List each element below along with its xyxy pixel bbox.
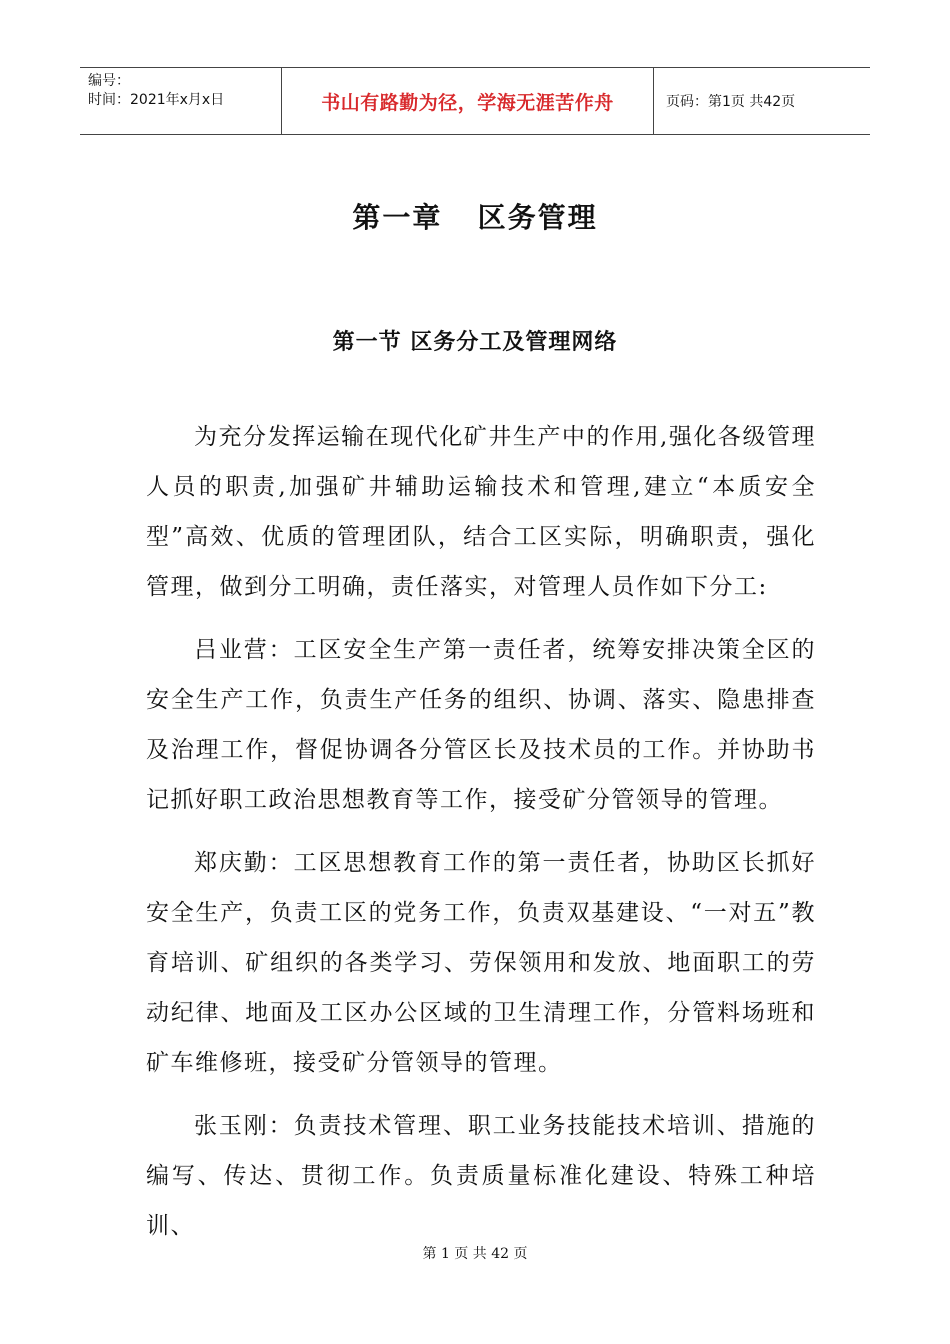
header-meta-cell [80,68,282,134]
page-footer: 第 1 页 共 42 页 [422,1246,528,1262]
document-body [146,412,816,1264]
paragraph-zhang-yugang: 张玉刚：负责技术管理、职工业务技能技术培训、措施的编写、传达、贯彻工作。负责质量标准化建设、特殊工种培训、 [146,1113,816,1239]
document-header [80,67,870,135]
header-page-info: 页码：第1页 共42页 [666,94,796,110]
document-number-label: 编号： [88,73,130,89]
section-title: 第一节 区务分工及管理网络 [332,330,618,355]
header-motto: 书山有路勤为径，学海无涯苦作舟 [282,68,654,134]
document-date-label: 时间：2021年x月x日 [88,92,225,108]
chapter-title: 第一章 区务管理 [352,201,598,234]
paragraph-lv-yeying: 吕业营：工区安全生产第一责任者，统筹安排决策全区的安全生产工作，负责生产任务的组织、协调、落实、隐患排查及治理工作，督促协调各分管区长及技术员的工作。并协助书记抓好职工政治思想教育等工作，接受矿分管领导的管理。 [146,637,816,813]
paragraph-intro: 为充分发挥运输在现代化矿井生产中的作用,强化各级管理人员的职责,加强矿井辅助运输技术和管理,建立“本质安全型”高效、优质的管理团队，结合工区实际，明确职责，强化管理，做到分工明确，责任落实，对管理人员作如下分工: [146,424,816,600]
paragraph-zheng-qingqin: 郑庆勤：工区思想教育工作的第一责任者，协助区长抓好安全生产，负责工区的党务工作，负责双基建设、“一对五”教育培训、矿组织的各类学习、劳保领用和发放、地面职工的劳动纪律、地面及工区办公区域的卫生清理工作，分管料场班和矿车维修班，接受矿分管领导的管理。 [146,850,816,1076]
